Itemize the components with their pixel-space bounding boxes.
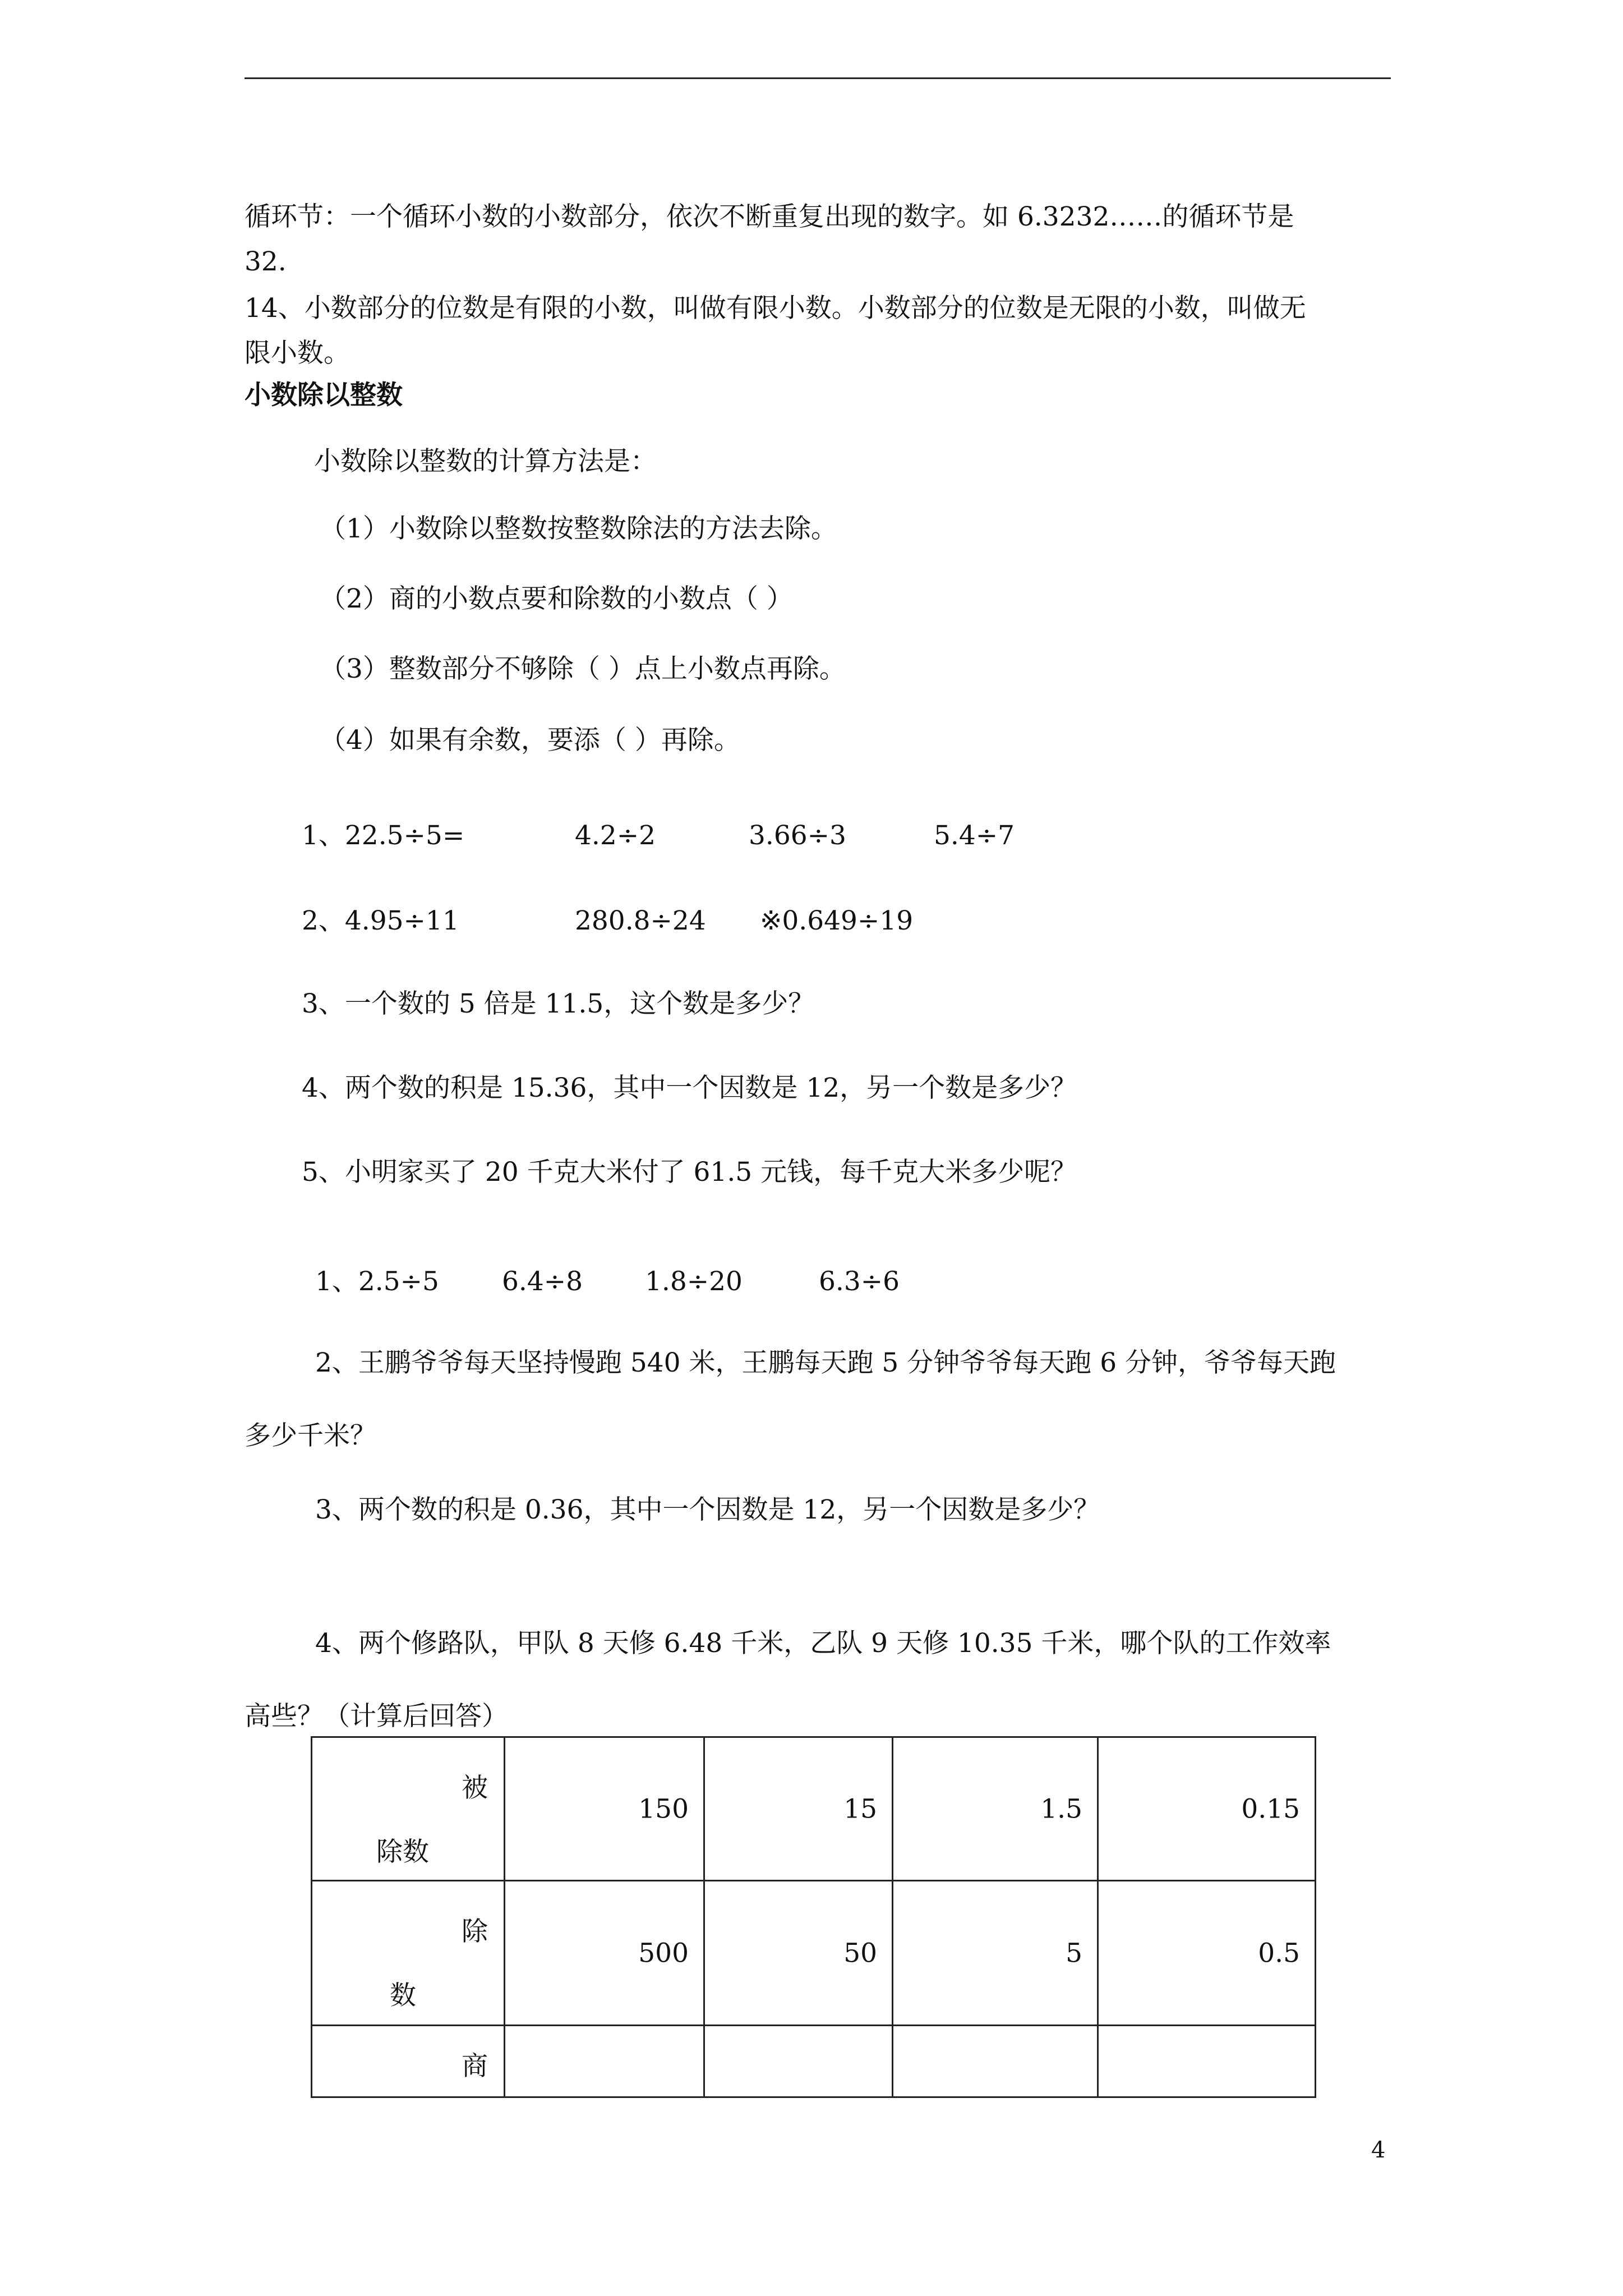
header-rule [245,77,1391,79]
exercise-b-question-2-line-1: 2、王鹏爷爷每天坚持慢跑 540 米，王鹏每天跑 5 分钟爷爷每天跑 6 分钟，爷爷每天跑 [315,1347,1336,1378]
table-cell [704,1881,893,2026]
exercise-a-question-4: 4、两个数的积是 15.36，其中一个因数是 12，另一个数是多少？ [302,1073,1077,1103]
exercise-b-question-4-line-2: 高些？（计算后回答） [245,1701,508,1732]
method-step-4: （4）如果有余数，要添（ ）再除。 [320,725,740,756]
exercise-a-row1-label: 1、22.5÷5= [302,820,465,851]
table-cell [1098,1737,1316,1881]
quotient-label: 商 [462,2051,488,2082]
exercise-a-row2-label: 2、4.95÷11 [302,905,459,936]
method-intro: 小数除以整数的计算方法是： [314,446,657,477]
page-number: 4 [1371,2137,1386,2163]
dividend-value: 15 [843,1793,877,1824]
section-title: 小数除以整数 [245,380,403,411]
exercise-a-row1-item: 3.66÷3 [749,820,846,851]
exercise-b-question-4-line-1: 4、两个修路队，甲队 8 天修 6.48 千米，乙队 9 天修 10.35 千米，哪个队的工作效率 [315,1628,1331,1659]
dividend-value: 1.5 [1040,1793,1082,1824]
table-cell-empty [893,2026,1098,2097]
table-cell-quotient-label [312,2026,505,2097]
table-cell [505,1881,704,2026]
exercise-b-row1-item: 1.8÷20 [645,1266,743,1297]
table-cell-empty [1098,2026,1316,2097]
exercise-a-question-3: 3、一个数的 5 倍是 11.5，这个数是多少？ [302,988,815,1019]
table-cell [1098,1881,1316,2026]
table-cell-divisor-label [312,1881,505,2026]
table-cell-empty [505,2026,704,2097]
item14-line-1: 14、小数部分的位数是有限的小数，叫做有限小数。小数部分的位数是无限的小数，叫做无 [245,293,1306,324]
exercise-b-question-2-line-2: 多少千米？ [245,1420,376,1451]
dividend-value: 150 [638,1793,689,1824]
divisor-value: 500 [638,1938,689,1968]
method-step-1: （1）小数除以整数按整数除法的方法去除。 [320,513,837,544]
table-row-dividend [312,1737,1316,1881]
exercise-b-row1-item: 6.3÷6 [819,1266,900,1297]
table-cell-empty [704,2026,893,2097]
table-cell [893,1737,1098,1881]
quotient-table [311,1736,1316,2098]
table-cell-dividend-label [312,1737,505,1881]
exercise-a-question-5: 5、小明家买了 20 千克大米付了 61.5 元钱，每千克大米多少呢？ [302,1157,1077,1188]
divisor-label-top: 除 [462,1916,488,1947]
table-row-divisor [312,1881,1316,2026]
method-step-3: （3）整数部分不够除（ ）点上小数点再除。 [320,654,846,684]
dividend-label-top: 被 [462,1773,488,1803]
exercise-a-row1-item: 5.4÷7 [934,820,1015,851]
exercise-b-row1-item: 6.4÷8 [502,1266,583,1297]
exercise-b-question-3: 3、两个数的积是 0.36，其中一个因数是 12，另一个因数是多少？ [315,1494,1100,1525]
cycle-definition-line-2: 32. [245,246,287,277]
exercise-a-row1-item: 4.2÷2 [575,820,656,851]
divisor-value: 5 [1066,1938,1082,1968]
cycle-definition-line-1: 循环节：一个循环小数的小数部分，依次不断重复出现的数字。如 6.3232……的循环节是 [245,201,1294,232]
exercise-a-row2-item: ※0.649÷19 [760,905,914,936]
item14-line-2: 限小数。 [245,338,350,369]
table-cell [505,1737,704,1881]
dividend-label-bottom: 除数 [376,1837,429,1867]
table-cell [704,1737,893,1881]
exercise-b-row1-label: 1、2.5÷5 [315,1266,439,1297]
divisor-value: 0.5 [1258,1938,1300,1968]
table-row-quotient [312,2026,1316,2097]
divisor-value: 50 [843,1938,877,1968]
dividend-value: 0.15 [1241,1793,1300,1824]
table-cell [893,1881,1098,2026]
method-step-2: （2）商的小数点要和除数的小数点（ ） [320,583,793,614]
divisor-label-bottom: 数 [390,1980,416,2011]
exercise-a-row2-item: 280.8÷24 [575,905,706,936]
